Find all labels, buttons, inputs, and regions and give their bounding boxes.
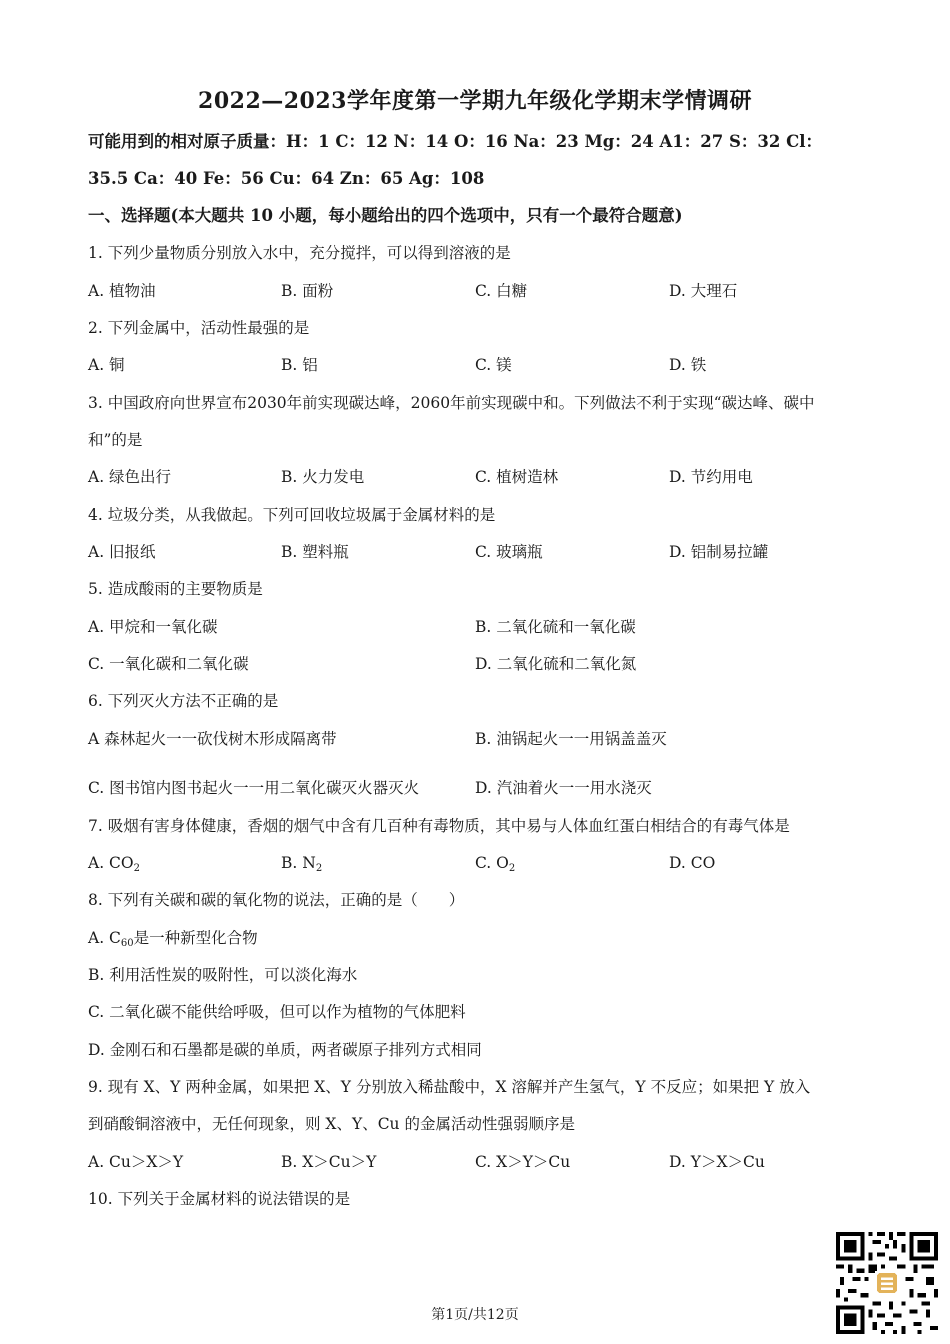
q8-option-c: C. 二氧化碳不能供给呼吸，但可以作为植物的气体肥料 bbox=[88, 1003, 466, 1021]
question-5-stem: 5. 造成酸雨的主要物质是 bbox=[88, 580, 263, 598]
q7-option-b bbox=[281, 852, 322, 874]
q7-option-d: D. CO bbox=[669, 854, 716, 872]
atomic-mass-line-1: 可能用到的相对原子质量：H：1 C：12 N：14 O：16 Na：23 Mg：24 A1：27 S：32 Cl： bbox=[88, 132, 823, 151]
q4-option-c: C. 玻璃瓶 bbox=[475, 543, 543, 561]
question-2-stem: 2. 下列金属中，活动性最强的是 bbox=[88, 319, 310, 337]
q9-option-b: B. X＞Cu＞Y bbox=[281, 1153, 377, 1171]
q1-option-a: A. 植物油 bbox=[88, 282, 156, 300]
q7-option-b-text: B. N bbox=[281, 854, 316, 872]
q8-option-a-suffix: 是一种新型化合物 bbox=[133, 929, 258, 947]
question-9-stem-line-1: 9. 现有 X、Y 两种金属，如果把 X、Y 分别放入稀盐酸中，X 溶解并产生氢气，Y 不反应；如果把 Y 放入 bbox=[88, 1078, 811, 1096]
section-heading: 一、选择题(本大题共 10 小题，每小题给出的四个选项中，只有一个最符合题意) bbox=[88, 206, 683, 225]
q3-option-a: A. 绿色出行 bbox=[88, 468, 172, 486]
q2-option-a: A. 铜 bbox=[88, 356, 125, 374]
q4-option-a: A. 旧报纸 bbox=[88, 543, 156, 561]
question-1-stem: 1. 下列少量物质分别放入水中，充分搅拌，可以得到溶液的是 bbox=[88, 244, 511, 262]
question-6-stem: 6. 下列灭火方法不正确的是 bbox=[88, 692, 279, 710]
q6-option-d: D. 汽油着火一一用水浇灭 bbox=[475, 779, 652, 797]
q5-option-d: D. 二氧化硫和二氧化氮 bbox=[475, 655, 637, 673]
q1-option-b: B. 面粉 bbox=[281, 282, 334, 300]
question-3-stem-line-1: 3. 中国政府向世界宣布2030年前实现碳达峰，2060年前实现碳中和。下列做法不利于实现“碳达峰、碳中 bbox=[88, 394, 815, 412]
q7-option-c bbox=[475, 852, 515, 874]
q8-option-d: D. 金刚石和石墨都是碳的单质，两者碳原子排列方式相同 bbox=[88, 1041, 482, 1059]
q1-option-c: C. 白糖 bbox=[475, 282, 528, 300]
q4-option-d: D. 铝制易拉罐 bbox=[669, 543, 769, 561]
q3-option-b: B. 火力发电 bbox=[281, 468, 365, 486]
q3-option-d: D. 节约用电 bbox=[669, 468, 753, 486]
qr-code-icon bbox=[836, 1232, 938, 1334]
q3-option-c: C. 植树造林 bbox=[475, 468, 559, 486]
q7-option-b-subscript: 2 bbox=[315, 863, 323, 874]
question-9-stem-line-2: 到硝酸铜溶液中，无任何现象，则 X、Y、Cu 的金属活动性强弱顺序是 bbox=[88, 1115, 575, 1133]
q4-option-b: B. 塑料瓶 bbox=[281, 543, 349, 561]
q7-option-a-subscript: 2 bbox=[133, 863, 140, 874]
q5-option-c: C. 一氧化碳和二氧化碳 bbox=[88, 655, 249, 673]
q6-option-c: C. 图书馆内图书起火一一用二氧化碳灭火器灭火 bbox=[88, 779, 420, 797]
q9-option-d: D. Y＞X＞Cu bbox=[669, 1153, 765, 1171]
q7-option-a-text: A. CO bbox=[88, 854, 134, 872]
q8-option-b: B. 利用活性炭的吸附性，可以淡化海水 bbox=[88, 966, 358, 984]
q5-option-a: A. 甲烷和一氧化碳 bbox=[88, 618, 218, 636]
q2-option-c: C. 镁 bbox=[475, 356, 512, 374]
q9-option-a: A. Cu＞X＞Y bbox=[88, 1153, 184, 1171]
page-title: 2022—2023学年度第一学期九年级化学期末学情调研 bbox=[198, 88, 752, 114]
q8-option-a-text: A. C bbox=[88, 929, 121, 947]
question-3-stem-line-2: 和”的是 bbox=[88, 431, 143, 449]
question-4-stem: 4. 垃圾分类，从我做起。下列可回收垃圾属于金属材料的是 bbox=[88, 506, 496, 524]
question-8-stem: 8. 下列有关碳和碳的氧化物的说法，正确的是（ ） bbox=[88, 891, 465, 909]
q5-option-b: B. 二氧化硫和一氧化碳 bbox=[475, 618, 636, 636]
q8-option-a-subscript: 60 bbox=[120, 938, 134, 949]
q6-option-a: A 森林起火一一砍伐树木形成隔离带 bbox=[88, 730, 337, 748]
q9-option-c: C. X＞Y＞Cu bbox=[475, 1153, 571, 1171]
q2-option-d: D. 铁 bbox=[669, 356, 707, 374]
q1-option-d: D. 大理石 bbox=[669, 282, 738, 300]
q2-option-b: B. 铝 bbox=[281, 356, 318, 374]
page-number: 第1页/共12页 bbox=[431, 1307, 519, 1323]
q6-option-b: B. 油锅起火一一用锅盖盖灭 bbox=[475, 730, 667, 748]
q7-option-c-subscript: 2 bbox=[508, 863, 516, 874]
question-10-stem: 10. 下列关于金属材料的说法错误的是 bbox=[88, 1190, 351, 1208]
atomic-mass-line-2: 35.5 Ca：40 Fe：56 Cu：64 Zn：65 Ag：108 bbox=[88, 169, 485, 188]
q7-option-a bbox=[88, 852, 140, 874]
q8-option-a bbox=[88, 927, 258, 949]
q7-option-c-text: C. O bbox=[475, 854, 509, 872]
question-7-stem: 7. 吸烟有害身体健康，香烟的烟气中含有几百种有毒物质，其中易与人体血红蛋白相结合的有毒气体是 bbox=[88, 817, 790, 835]
